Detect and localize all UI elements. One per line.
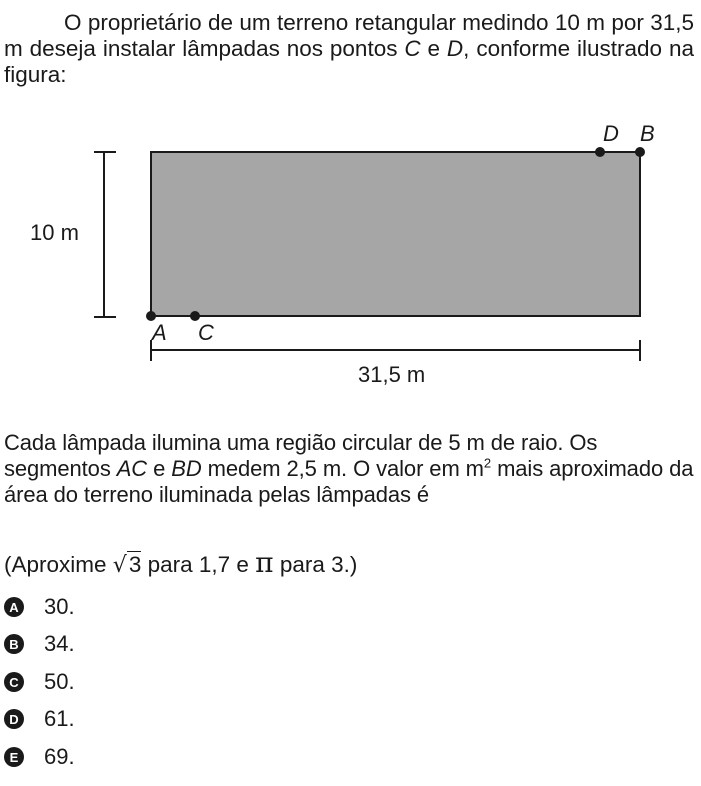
option-value: 34. — [44, 631, 75, 656]
point-d-marker — [595, 147, 605, 157]
intro-and: e — [420, 36, 447, 61]
segment-ac: AC — [116, 456, 148, 481]
point-b-label: B — [640, 121, 655, 146]
pi-symbol: π — [255, 546, 274, 579]
option-badge-icon: E — [4, 747, 24, 767]
hint-mid: para 1,7 e — [141, 552, 256, 577]
option-badge-icon: D — [4, 709, 24, 729]
radical-icon: √ — [112, 553, 127, 578]
terrain-figure — [0, 110, 701, 400]
option-value: 69. — [44, 744, 75, 769]
option-badge-icon: A — [4, 597, 24, 617]
point-d-label: D — [603, 121, 619, 146]
statement-text-2: e — [147, 456, 172, 481]
squared-exponent: 2 — [483, 455, 492, 471]
intro-point-c: C — [404, 36, 421, 61]
intro-point-d: D — [446, 36, 464, 61]
hint-close: para 3.) — [273, 552, 358, 577]
option-d[interactable] — [4, 706, 75, 732]
statement-paragraph — [4, 430, 694, 508]
option-value: 30. — [44, 594, 75, 619]
option-c[interactable] — [4, 669, 75, 695]
sqrt-expression — [113, 552, 142, 578]
statement-text-4: mais aproximado da área do terreno iluminada pelas lâmpadas é — [4, 456, 694, 507]
terrain-rectangle — [151, 152, 640, 316]
hint-open: (Aproxime — [4, 552, 113, 577]
point-a-label: A — [152, 320, 167, 345]
option-value: 61. — [44, 706, 75, 731]
intro-text-1: O proprietário de um terreno retangular medindo 10 m por 31,5 m deseja instalar lâmpadas nos pontos — [4, 10, 694, 61]
statement-text-3: medem 2,5 m. O valor em m — [201, 456, 484, 481]
intro-paragraph — [4, 10, 694, 88]
option-e[interactable] — [4, 744, 75, 770]
sqrt-argument: 3 — [128, 552, 142, 577]
option-badge-icon: B — [4, 634, 24, 654]
statement-text-1: Cada lâmpada ilumina uma região circular de 5 m de raio. Os segmentos — [4, 430, 598, 481]
approximation-hint — [4, 546, 357, 579]
segment-bd: BD — [171, 456, 202, 481]
option-a[interactable] — [4, 594, 75, 620]
height-label: 10 m — [30, 220, 79, 245]
point-b-marker — [635, 147, 645, 157]
option-badge-icon: C — [4, 672, 24, 692]
option-value: 50. — [44, 669, 75, 694]
point-c-label: C — [198, 320, 214, 345]
width-label: 31,5 m — [358, 362, 426, 387]
option-b[interactable] — [4, 631, 75, 657]
intro-text-2: , conforme ilustrado na figura: — [4, 36, 694, 87]
